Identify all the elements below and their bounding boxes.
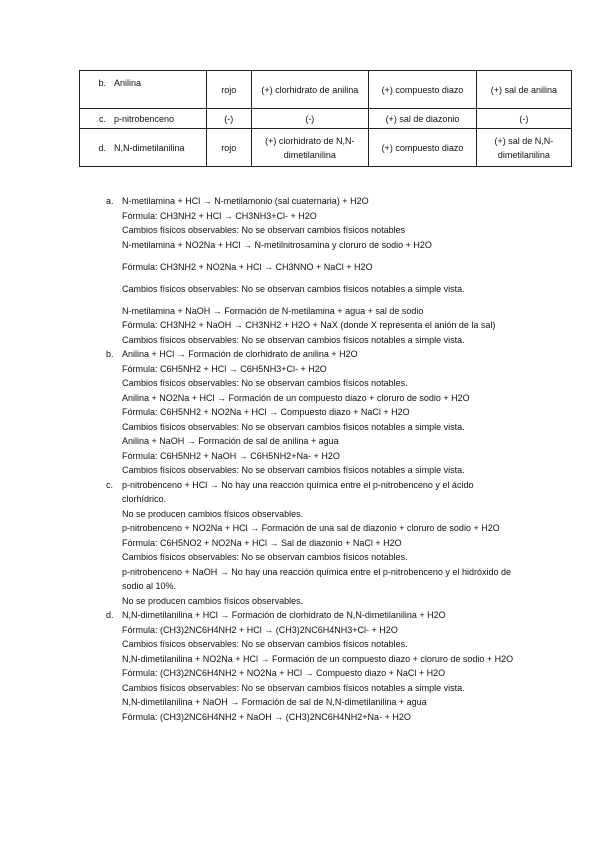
table-cell: (-) [476, 109, 571, 129]
compound-cell [80, 109, 207, 129]
section-letter: d. [106, 610, 114, 620]
table-row [80, 129, 572, 167]
section-letter: b. [106, 349, 114, 359]
observation-line: Cambios físicos observables: No se observan cambios físicos notables. [122, 552, 408, 562]
reaction-line: p-nitrobenceno + NO2Na + HCl → Formación de una sal de diazonio + cloruro de sodio + H2O [122, 523, 500, 533]
compound-cell [80, 129, 207, 167]
section-d [106, 608, 516, 724]
section-a [106, 194, 516, 347]
observation-line: Cambios físicos observables: No se observan cambios físicos notables. [122, 378, 408, 388]
formula-line: Fórmula: (CH3)2NC6H4NH2 + NaOH → (CH3)2NC6H4NH2+Na- + H2O [122, 711, 411, 722]
compound-name: Anilina [114, 77, 142, 88]
reaction-line: N,N-dimetilanilina + NaOH → Formación de sal de N,N-dimetilanilina + agua [122, 697, 427, 707]
observation-line: Cambios físicos observables: No se observan cambios físicos notables a simple vista. [122, 682, 465, 693]
formula-line: Fórmula: C6H5NO2 + NO2Na + HCl → Sal de diazonio + NaCl + H2O [122, 537, 402, 548]
formula-line: Fórmula: C6H5NH2 + NaOH → C6H5NH2+Na- + H2O [122, 450, 340, 461]
table-cell: (+) clorhidrato de anilina [251, 71, 369, 109]
section-c [106, 478, 516, 609]
compound-name: N,N-dimetilanilina [114, 142, 185, 153]
section-letter: a. [106, 196, 114, 206]
compound-cell [80, 71, 207, 109]
table-cell: (+) clorhidrato de N,N-dimetilanilina [251, 129, 369, 167]
table-row [80, 109, 572, 129]
observation-line: No se producen cambios físicos observables. [122, 508, 304, 519]
table-cell: (-) [206, 109, 251, 129]
observation-line: Cambios físicos observables: No se observan cambios físicos notables. [122, 639, 408, 649]
reaction-line: Anilina + HCl → Formación de clorhidrato de anilina + H2O [122, 349, 358, 359]
table-cell: (-) [251, 109, 369, 129]
observation-line: Cambios físicos observables: No se observan cambios físicos notables a simple vista. [122, 421, 465, 432]
reaction-line: N,N-dimetilanilina + NO2Na + HCl → Formación de un compuesto diazo + cloruro de sodio + H2O [122, 653, 514, 664]
table-cell: (+) compuesto diazo [369, 71, 477, 109]
observation-line: Cambios físicos observables: No se observan cambios físicos notables a simple vista. [122, 283, 465, 294]
formula-line: Fórmula: CH3NH2 + HCl → CH3NH3+Cl- + H2O [122, 210, 317, 221]
formula-line: Fórmula: CH3NH2 + NO2Na + HCl → CH3NNO + NaCl + H2O [122, 261, 373, 272]
row-letter: b. [98, 77, 106, 88]
section-letter: c. [106, 479, 114, 490]
reaction-line: p-nitrobenceno + NaOH → No hay una reacción química entre el p-nitrobenceno y el hidróxido de sodio al 10%. [122, 566, 511, 591]
table-cell: (+) sal de diazonio [369, 109, 477, 129]
reaction-line: N-metilamina + HCl → N-metilamonio (sal cuaternaria) + H2O [122, 196, 369, 206]
section-b [106, 347, 516, 478]
formula-line: Fórmula: CH3NH2 + NaOH → CH3NH2 + H2O + NaX (donde X representa el anión de la sal) [122, 320, 496, 330]
reaction-line: Anilina + NaOH → Formación de sal de anilina + agua [122, 436, 339, 446]
reaction-line: Anilina + NO2Na + HCl → Formación de un compuesto diazo + cloruro de sodio + H2O [122, 392, 470, 403]
formula-line: Fórmula: (CH3)2NC6H4NH2 + HCl → (CH3)2NC6H4NH3+Cl- + H2O [122, 624, 398, 635]
results-table [79, 70, 572, 167]
observation-line: Cambios físicos observables: No se observan cambios físicos notables a simple vista. [122, 465, 465, 475]
table-cell: (+) sal de N,N-dimetilanilina [476, 129, 571, 167]
compound-name: p-nitrobenceno [114, 113, 175, 124]
table-row [80, 71, 572, 109]
reaction-line: N,N-dimetilanilina + HCl → Formación de clorhidrato de N,N-dimetilanilina + H2O [122, 610, 446, 620]
table-cell: (+) sal de anilina [476, 71, 571, 109]
reaction-line: N-metilamina + NaOH → Formación de N-metilamina + agua + sal de sodio [122, 305, 424, 316]
table-cell: rojo [206, 129, 251, 167]
formula-line: Fórmula: (CH3)2NC6H4NH2 + NO2Na + HCl → Compuesto diazo + NaCl + H2O [122, 668, 446, 678]
table-cell: (+) compuesto diazo [369, 129, 477, 167]
formula-line: Fórmula: C6H5NH2 + NO2Na + HCl → Compuesto diazo + NaCl + H2O [122, 407, 410, 417]
reaction-line: p-nitrobenceno + HCl → No hay una reacción química entre el p-nitrobenceno y el ácido clorhídrico. [122, 479, 474, 504]
observation-line: No se producen cambios físicos observables. [122, 595, 304, 606]
row-letter: c. [98, 113, 106, 124]
row-letter: d. [98, 142, 106, 153]
observation-line: Cambios físicos observables: No se observan cambios físicos notables a simple vista. [122, 334, 465, 345]
table-cell: rojo [206, 71, 251, 109]
observation-line: Cambios físicos observables: No se observan cambios físicos notables [122, 225, 406, 235]
reactions-body [106, 194, 516, 724]
formula-line: Fórmula: C6H5NH2 + HCl → C6H5NH3+Cl- + H2O [122, 363, 327, 374]
reaction-line: N-metilamina + NO2Na + HCl → N-metilnitrosamina y cloruro de sodio + H2O [122, 239, 432, 250]
